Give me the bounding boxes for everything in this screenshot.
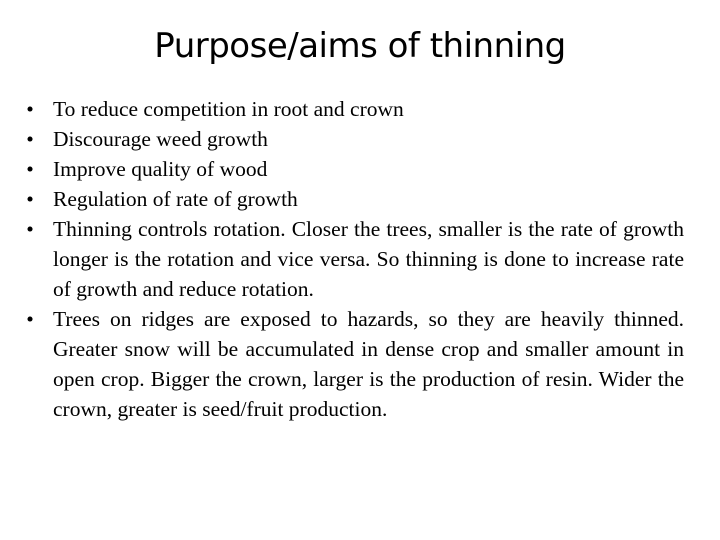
list-item [24,154,684,184]
bullet-icon: • [26,157,34,181]
list-item [24,94,684,124]
bullet-text: Thinning controls rotation. Closer the trees, smaller is the rate of growth longer is the rotation and vice versa. So thinning is done to increase rate of growth and reduce rotation. [53,217,684,301]
list-item [24,214,684,304]
bullet-icon: • [26,97,34,121]
list-item [24,304,684,424]
bullet-list [24,94,684,424]
bullet-text: To reduce competition in root and crown [53,97,404,121]
bullet-text: Improve quality of wood [53,157,268,181]
bullet-icon: • [26,127,34,151]
list-item [24,184,684,214]
bullet-icon: • [26,187,34,211]
bullet-icon: • [26,307,34,331]
bullet-icon: • [26,217,34,241]
bullet-text: Discourage weed growth [53,127,268,151]
list-item [24,124,684,154]
bullet-text: Trees on ridges are exposed to hazards, so they are heavily thinned. Greater snow will be accumulated in dense crop and smaller amount in open crop. Bigger the crown, larger is the production of resin. Wider the crown, greater is seed/fruit production. [53,307,684,421]
bullet-text: Regulation of rate of growth [53,187,298,211]
slide-title: Purpose/aims of thinning [154,26,566,66]
